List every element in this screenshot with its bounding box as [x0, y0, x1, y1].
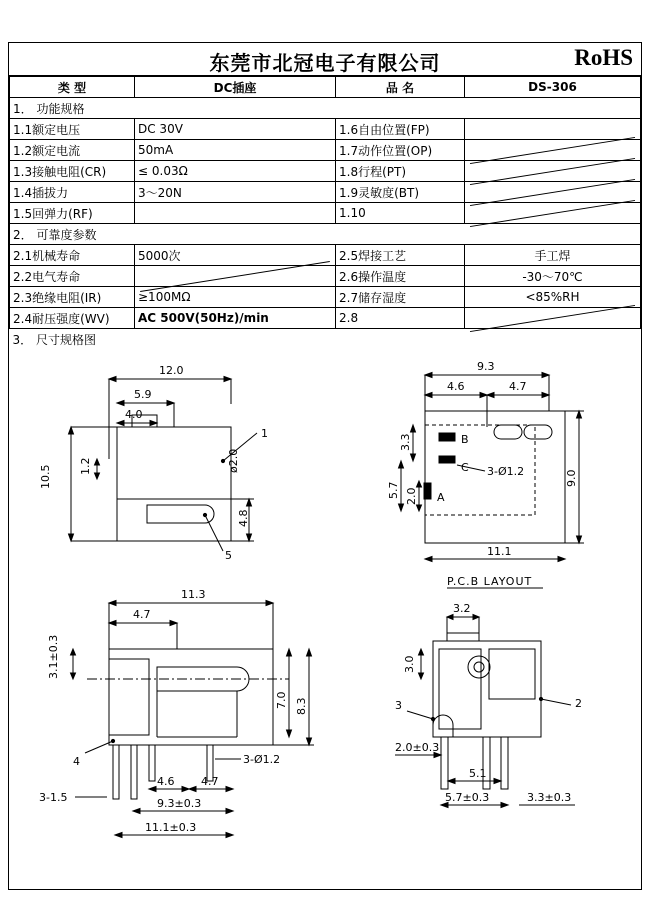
row-label-2: 1.9灵敏度(BT): [336, 182, 465, 203]
svg-text:12.0: 12.0: [159, 364, 184, 377]
svg-text:4.0: 4.0: [125, 408, 143, 421]
svg-text:2.0: 2.0: [405, 487, 418, 505]
row-label: 2.3绝缘电阻(IR): [10, 287, 135, 308]
svg-text:3-1.5: 3-1.5: [39, 791, 68, 804]
svg-text:11.1±0.3: 11.1±0.3: [145, 821, 197, 834]
type-value: DC插座: [135, 77, 336, 98]
svg-text:5.1: 5.1: [469, 767, 487, 780]
svg-text:C: C: [461, 461, 469, 474]
row-label-2: 2.5焊接工艺: [336, 245, 465, 266]
spec-table: [9, 76, 641, 349]
document-header: [9, 43, 641, 76]
row-label: 1.1额定电压: [10, 119, 135, 140]
row-label-2: 2.8: [336, 308, 465, 329]
svg-text:7.0: 7.0: [275, 691, 288, 709]
svg-text:4.7: 4.7: [201, 775, 219, 788]
svg-text:11.1: 11.1: [487, 545, 512, 558]
svg-text:4.8: 4.8: [237, 509, 250, 527]
row-value-2: [465, 203, 641, 224]
row-value: AC 500V(50Hz)/min: [135, 308, 336, 329]
row-value: ≤ 0.03Ω: [135, 161, 336, 182]
svg-text:8.3: 8.3: [295, 697, 308, 715]
svg-text:3.1±0.3: 3.1±0.3: [47, 634, 60, 679]
row-value: [135, 266, 336, 287]
row-label-2: 1.8行程(PT): [336, 161, 465, 182]
section-2-label: 2． 可靠度参数: [10, 224, 641, 245]
table-row: [10, 266, 641, 287]
row-value: ≥100MΩ: [135, 287, 336, 308]
svg-text:9.0: 9.0: [565, 469, 578, 487]
svg-text:5.9: 5.9: [134, 388, 152, 401]
svg-text:10.5: 10.5: [39, 464, 52, 489]
svg-text:5: 5: [225, 549, 232, 562]
row-label-2: 1.10: [336, 203, 465, 224]
row-label: 2.4耐压强度(WV): [10, 308, 135, 329]
rohs-mark: RoHS: [574, 45, 633, 70]
row-label: 1.2额定电流: [10, 140, 135, 161]
svg-text:ø2.0: ø2.0: [227, 448, 240, 473]
row-value-2: [465, 182, 641, 203]
row-value-2: -30～70℃: [465, 266, 641, 287]
table-row: [10, 161, 641, 182]
svg-text:P.C.B LAYOUT: P.C.B LAYOUT: [447, 575, 533, 588]
svg-text:5.7±0.3: 5.7±0.3: [445, 791, 490, 804]
svg-text:1.2: 1.2: [79, 457, 92, 475]
svg-text:3.2: 3.2: [453, 602, 471, 615]
svg-text:3.3: 3.3: [399, 433, 412, 451]
row-value: 5000次: [135, 245, 336, 266]
svg-text:4.7: 4.7: [509, 380, 527, 393]
name-label: 品 名: [336, 77, 465, 98]
row-label-2: 1.6自由位置(FP): [336, 119, 465, 140]
svg-text:B: B: [461, 433, 469, 446]
svg-text:A: A: [437, 491, 445, 504]
dimension-drawings: [9, 349, 641, 869]
document-frame: [8, 42, 642, 890]
svg-text:5.7: 5.7: [387, 481, 400, 499]
row-value-2: <85%RH: [465, 287, 641, 308]
row-value-2: [465, 119, 641, 140]
row-value: 3～20N: [135, 182, 336, 203]
svg-text:3: 3: [395, 699, 402, 712]
name-value: DS-306: [465, 77, 641, 98]
table-row: [10, 308, 641, 329]
section-3-label: 3． 尺寸规格图: [10, 329, 641, 350]
svg-text:1: 1: [261, 427, 268, 440]
row-value-2: [465, 161, 641, 182]
row-label: 2.2电气寿命: [10, 266, 135, 287]
svg-text:4.7: 4.7: [133, 608, 151, 621]
svg-text:9.3: 9.3: [477, 360, 495, 373]
row-value-2: 手工焊: [465, 245, 641, 266]
row-label: 1.3接触电阻(CR): [10, 161, 135, 182]
table-row: [10, 203, 641, 224]
row-value-2: [465, 140, 641, 161]
row-label-2: 2.7储存湿度: [336, 287, 465, 308]
row-label: 1.4插拔力: [10, 182, 135, 203]
row-label: 2.1机械寿命: [10, 245, 135, 266]
row-label-2: 1.7动作位置(OP): [336, 140, 465, 161]
table-row-section2: [10, 224, 641, 245]
table-row: [10, 287, 641, 308]
table-row-section1: [10, 98, 641, 119]
row-value: [135, 203, 336, 224]
svg-text:9.3±0.3: 9.3±0.3: [157, 797, 202, 810]
svg-text:3.3±0.3: 3.3±0.3: [527, 791, 572, 804]
svg-text:3-Ø1.2: 3-Ø1.2: [487, 465, 525, 478]
row-value: DC 30V: [135, 119, 336, 140]
row-label-2: 2.6操作温度: [336, 266, 465, 287]
table-row: [10, 140, 641, 161]
svg-text:2.0±0.3: 2.0±0.3: [395, 741, 440, 754]
table-row: [10, 182, 641, 203]
svg-text:3-Ø1.2: 3-Ø1.2: [243, 753, 281, 766]
table-row: [10, 119, 641, 140]
svg-text:4.6: 4.6: [157, 775, 175, 788]
table-row-title: [10, 77, 641, 98]
svg-text:3.0: 3.0: [403, 655, 416, 673]
drawings-svg: [9, 349, 641, 869]
svg-text:4.6: 4.6: [447, 380, 465, 393]
svg-text:2: 2: [575, 697, 582, 710]
svg-text:4: 4: [73, 755, 80, 768]
row-label: 1.5回弹力(RF): [10, 203, 135, 224]
row-value: 50mA: [135, 140, 336, 161]
section-1-label: 1． 功能规格: [10, 98, 641, 119]
type-label: 类 型: [10, 77, 135, 98]
svg-text:11.3: 11.3: [181, 588, 206, 601]
company-name: 东莞市北冠电子有限公司: [209, 51, 441, 75]
row-value-2: [465, 308, 641, 329]
table-row-section3: [10, 329, 641, 350]
